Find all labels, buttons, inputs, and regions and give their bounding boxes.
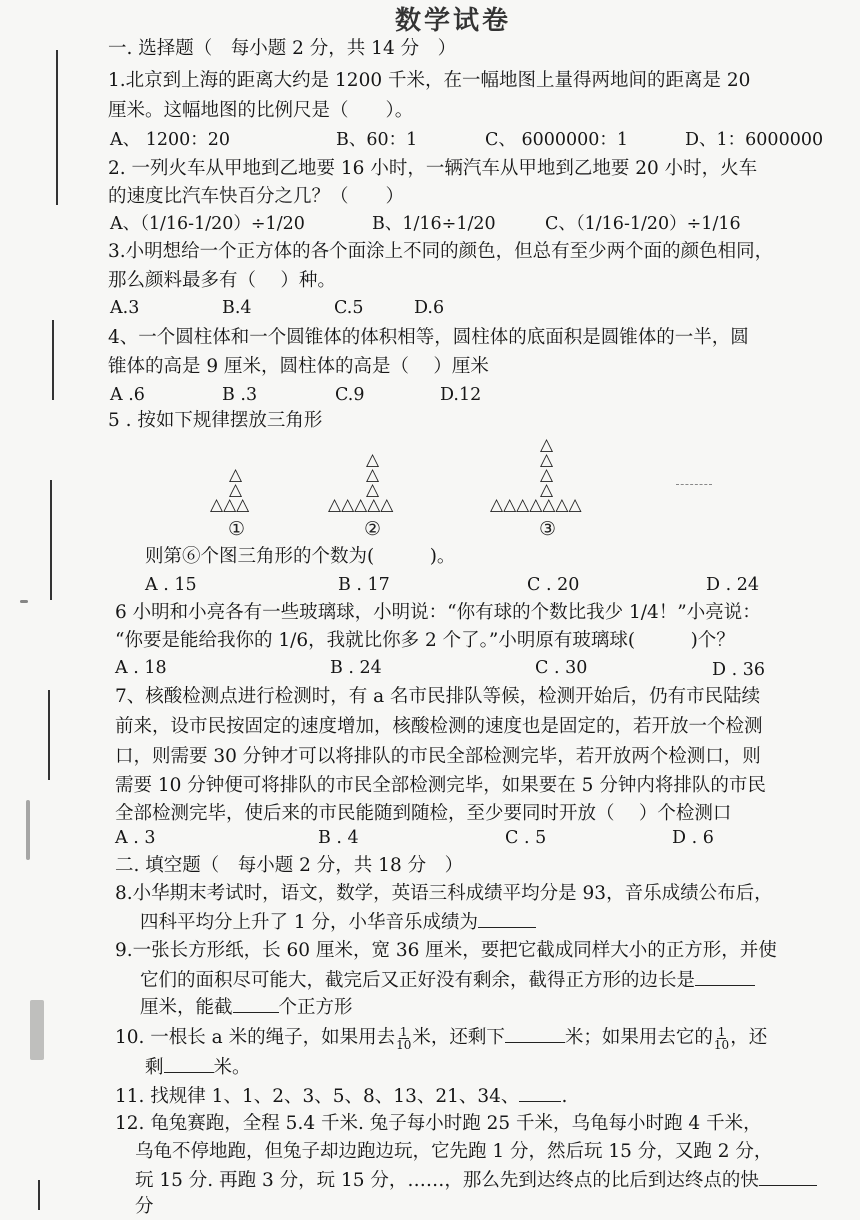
q7-option-d: D . 6 <box>672 828 714 848</box>
q4-option-d: D.12 <box>440 385 482 405</box>
q3-option-a: A.3 <box>110 298 140 318</box>
q5-option-d: D . 24 <box>706 575 759 595</box>
q9-line3-text-a: 厘米，能截 <box>140 997 233 1018</box>
q11-text: 11. 找规律 1、1、2、3、5、8、13、21、34、 <box>115 1086 520 1107</box>
q4-line1: 4、一个圆柱体和一个圆锥体的体积相等，圆柱体的底面积是圆锥体的一半，圆 <box>108 327 749 348</box>
q7-option-c: C . 5 <box>505 828 547 848</box>
q1-line1: 1.北京到上海的距离大约是 1200 千米，在一幅地图上量得两地间的距离是 20 <box>108 70 751 91</box>
scan-smudge <box>26 800 30 860</box>
figure-label-3: ③ <box>539 518 557 540</box>
q10-line2 <box>145 1054 251 1081</box>
q8-line2-text: 四科平均分上升了 1 分，小华音乐成绩为 <box>140 912 479 933</box>
q3-option-b: B.4 <box>222 298 252 318</box>
scan-smudge <box>20 600 28 603</box>
q8-line2 <box>140 909 536 936</box>
q4-line2: 锥体的高是 9 厘米，圆柱体的高是（ ）厘米 <box>108 356 489 377</box>
q5-option-c: C . 20 <box>527 575 580 595</box>
q9-line3-text-b: 个正方形 <box>278 997 353 1018</box>
scan-dashes <box>676 484 712 485</box>
q4-option-a: A .6 <box>110 385 145 405</box>
q5-option-a: A . 15 <box>145 575 197 595</box>
q3-option-c: C.5 <box>334 298 364 318</box>
q10-fraction-2 <box>714 1026 729 1051</box>
triangle-icon: △ <box>366 465 380 485</box>
q12-answer-blank[interactable] <box>759 1167 817 1186</box>
triangle-icon: △ <box>540 465 554 485</box>
section2-header: 二. 填空题（ 每小题 2 分，共 18 分 ） <box>115 855 464 876</box>
q10-remaining-blank-2[interactable] <box>164 1054 214 1073</box>
fraction-denominator: 10 <box>396 1037 412 1052</box>
q6-option-c: C . 30 <box>535 658 588 678</box>
q6-option-a: A . 18 <box>115 658 167 678</box>
q7-line2: 前来，设市民按固定的速度增加，核酸检测的速度也是固定的，若开放一个检测 <box>115 716 763 737</box>
scan-smudge <box>30 1000 44 1060</box>
q1-option-c: C、 6000000：1 <box>485 130 629 150</box>
q4-option-c: C.9 <box>335 385 365 405</box>
margin-line <box>38 1180 40 1210</box>
q9-count-blank[interactable] <box>233 994 279 1013</box>
fraction-numerator: 1 <box>717 1024 726 1039</box>
fraction-numerator: 1 <box>399 1024 408 1039</box>
q12-line3 <box>135 1167 817 1194</box>
q6-line1: 6 小明和小亮各有一些玻璃球，小明说：“你有球的个数比我少 1/4！”小亮说： <box>115 602 761 623</box>
triangle-icon: △ <box>540 450 554 470</box>
q5-option-b: B . 17 <box>338 575 390 595</box>
triangle-icon: △ <box>540 435 554 455</box>
q9-side-length-blank[interactable] <box>695 967 755 986</box>
q3-option-d: D.6 <box>414 298 445 318</box>
triangle-icon: △ <box>229 465 243 485</box>
q10-text-a: 10. 一根长 a 米的绳子，如果用去 <box>115 1027 396 1048</box>
q2-option-b: B、1/16÷1/20 <box>372 214 496 234</box>
q4-option-b: B .3 <box>222 385 258 405</box>
q12-line1: 12. 龟兔赛跑，全程 5.4 千米. 兔子每小时跑 25 千米，乌龟每小时跑 4 千米， <box>115 1113 762 1134</box>
q8-line1: 8.小华期末考试时，语文，数学，英语三科成绩平均分是 93，音乐成绩公布后， <box>115 883 773 904</box>
q3-line2: 那么颜料最多有（ ）种。 <box>108 270 336 291</box>
q6-line2: “你要是能给我你的 1/6，我就比你多 2 个了。”小明原有玻璃球( )个？ <box>115 630 735 651</box>
q5-line1: 5 . 按如下规律摆放三角形 <box>108 410 323 431</box>
q6-option-d: D . 36 <box>712 660 765 680</box>
triangle-icon: △△△△△ <box>328 495 394 515</box>
q2-option-a: A、（1/16-1/20）÷1/20 <box>110 214 305 234</box>
q2-option-c: C、（1/16-1/20）÷1/16 <box>545 214 741 234</box>
q12-line4: 分 <box>135 1196 154 1217</box>
margin-line <box>52 320 54 400</box>
triangle-icon: △△△△△△△ <box>490 495 582 515</box>
q12-line3-text: 玩 15 分. 再跑 3 分，玩 15 分，……，那么先到达终点的比后到达终点的快 <box>135 1170 759 1191</box>
triangle-icon: △ <box>540 480 554 500</box>
q1-line2: 厘米。这幅地图的比例尺是（ ）。 <box>108 100 414 121</box>
q2-line1: 2. 一列火车从甲地到乙地要 16 小时，一辆汽车从甲地到乙地要 20 小时，火车 <box>108 158 758 179</box>
q10-line1 <box>115 1024 767 1051</box>
q11-answer-blank[interactable] <box>519 1083 561 1102</box>
margin-line <box>48 690 50 780</box>
q2-line2: 的速度比汽车快百分之几？（ ） <box>108 186 405 207</box>
q6-option-b: B . 24 <box>330 658 382 678</box>
triangle-icon: △△△ <box>210 495 250 515</box>
q10-text-b: 米，还剩下 <box>412 1027 505 1048</box>
q9-line2-text: 它们的面积尽可能大，截完后又正好没有剩余，截得正方形的边长是 <box>140 970 696 991</box>
q7-line1: 7、核酸检测点进行检测时，有 a 名市民排队等候，检测开始后，仍有市民陆续 <box>115 686 761 707</box>
figure-label-1: ① <box>228 518 246 540</box>
q5-line2: 则第⑥个图三角形的个数为( )。 <box>145 546 456 567</box>
q9-line2 <box>140 967 755 994</box>
page-title: 数学试卷 <box>395 6 512 36</box>
q7-option-a: A . 3 <box>115 828 156 848</box>
figure-label-2: ② <box>364 518 382 540</box>
q10-fraction-1 <box>396 1026 411 1051</box>
q10-text-f: 米。 <box>213 1057 251 1078</box>
triangle-icon: △ <box>229 480 243 500</box>
q10-text-c: 米；如果用去它的 <box>564 1027 713 1048</box>
q10-remaining-blank-1[interactable] <box>505 1024 565 1043</box>
triangle-icon: △ <box>366 450 380 470</box>
q8-answer-blank[interactable] <box>478 909 536 928</box>
q12-line2: 乌龟不停地跑，但兔子却边跑边玩，它先跑 1 分，然后玩 15 分，又跑 2 分， <box>135 1141 773 1162</box>
fraction-denominator: 10 <box>713 1037 730 1052</box>
q1-option-a: A、 1200：20 <box>110 130 231 150</box>
q11-line <box>115 1083 567 1110</box>
q3-line1: 3.小明想给一个正方体的各个面涂上不同的颜色，但总有至少两个面的颜色相同， <box>108 241 774 262</box>
q10-text-d: ，还 <box>730 1027 768 1048</box>
q1-option-d: D、1：6000000 <box>685 130 824 150</box>
triangle-icon: △ <box>366 480 380 500</box>
q1-option-b: B、60：1 <box>336 130 418 150</box>
margin-line <box>50 480 52 600</box>
margin-line <box>56 50 58 205</box>
q9-line1: 9.一张长方形纸，长 60 厘米，宽 36 厘米，要把它截成同样大小的正方形，并使 <box>115 940 777 961</box>
q11-period: . <box>561 1086 568 1107</box>
q7-line4: 需要 10 分钟便可将排队的市民全部检测完毕，如果要在 5 分钟内将排队的市民 <box>115 775 766 796</box>
section1-header: 一. 选择题（ 每小题 2 分，共 14 分 ） <box>108 38 457 59</box>
q7-line5: 全部检测完毕，使后来的市民能随到随检，至少要同时开放（ ）个检测口 <box>115 803 732 824</box>
q7-line3: 口，则需要 30 分钟才可以将排队的市民全部检测完毕，若开放两个检测口，则 <box>115 746 761 767</box>
q7-option-b: B . 4 <box>318 828 359 848</box>
q9-line3 <box>140 994 353 1021</box>
q10-text-e: 剩 <box>145 1057 164 1078</box>
